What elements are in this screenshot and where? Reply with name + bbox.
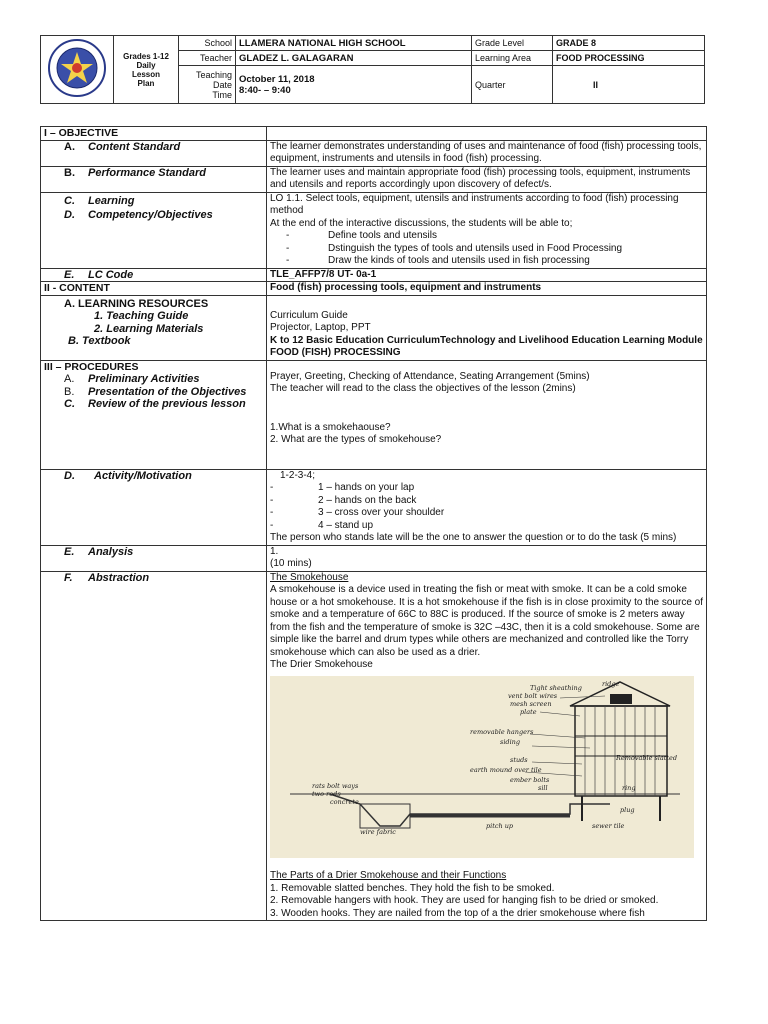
analysis-text: 1. (10 mins) [267, 545, 707, 571]
deped-seal-cell [41, 36, 114, 104]
lc-code-value: TLE_AFFP7/8 UT- 0a-1 [267, 268, 707, 282]
diagram-label: siding [500, 737, 521, 746]
date-time-label: Teaching Date Time [179, 66, 236, 104]
content-text: Food (fish) processing tools, equipment and instruments [267, 282, 707, 296]
objective-item: - Define tools and utensils [286, 230, 437, 241]
diagram-label: mesh screen [510, 699, 552, 708]
smokehouse-heading: The Smokehouse [270, 571, 349, 583]
school-label: School [179, 36, 236, 51]
parts-item: 2. Removable hangers with hook. They are used for hanging fish to be dried or smoked. [270, 895, 659, 906]
lesson-plan-table [40, 126, 707, 921]
parts-item: 1. Removable slatted benches. They hold the fish to be smoked. [270, 882, 555, 894]
performance-standard-text: The learner uses and maintain appropriate food (fish) processing tools, equipment, instruments and utensils and reports accordingly upon discovery of defect/s. [267, 166, 707, 192]
procedures-label: III – PROCEDURES A. Preliminary Activities B. Presentation of the Objectives C. Review of the previous lesson [41, 360, 267, 469]
diagram-label: pitch up [486, 821, 514, 830]
performance-standard-label: B. Performance Standard [41, 166, 267, 192]
diagram-label: vent bolt wires [508, 691, 558, 700]
analysis-label: E. Analysis [41, 545, 267, 571]
objective-item: - Draw the kinds of tools and utensils used in fish processing [286, 255, 590, 266]
learning-area-value: FOOD PROCESSING [553, 51, 705, 66]
competency-text: LO 1.1. Select tools, equipment, utensils and instruments according to food (fish) processing method At the end of the interactive discussions, the students will be able to; - Define tools and utensils - Dstinguish the types of tools and utensils used in Food Processing - Draw the kinds of tools and utensils used in fish processing [267, 192, 707, 268]
parts-item: 3. Wooden hooks. They are nailed from the top of a the drier smokehouse where fish [270, 907, 645, 919]
quarter-value: II [553, 66, 705, 104]
drier-smokehouse-diagram [270, 676, 694, 858]
parts-heading: The Parts of a Drier Smokehouse and their Functions [270, 870, 507, 881]
diagram-label: concrete [330, 797, 359, 806]
smokehouse-description: A smokehouse is a device used in treating the fish or meat with smoke. It can be a cold smoke house or a hot smokehouse. It is a hot smokehouse if the fish is in close proximity to the source of smoke and a temperature of 66C to 88C is produced. If the source of smoke is 2 meters away from the fish and the temperature of smoke is 32C –43C, then it is a cold smokehouse. Some are simple like the barrel and drum types while others are mechanized and controlled like the Torry smokehouse which can also be used as a drier. [270, 584, 703, 658]
diagram-label: Tight sheathing [530, 683, 582, 692]
abstraction-label: F. Abstraction [41, 571, 267, 921]
learning-resources-text: Curriculum Guide Projector, Laptop, PPT K to 12 Basic Education CurriculumTechnology and Livelihood Education Learning Module FOOD (FISH) PROCESSING [267, 295, 707, 360]
activity-text: 1-2-3-4; - 1 – hands on your lap - 2 – hands on the back - 3 – cross over your shoulder - 4 – stand up The person who stands late will be the one to answer the question or to do the task (5 mins) [267, 469, 707, 545]
header-table [40, 35, 705, 104]
diagram-label: studs [510, 755, 528, 764]
diagram-label: sill [538, 783, 548, 792]
diagram-label: plate [520, 707, 537, 716]
school-value: LLAMERA NATIONAL HIGH SCHOOL [236, 36, 472, 51]
objective-item: - Dstinguish the types of tools and utensils used in Food Processing [286, 242, 623, 254]
diagram-label: two rods [312, 789, 341, 798]
grade-level-value: GRADE 8 [553, 36, 705, 51]
content-standard-text: The learner demonstrates understanding of uses and maintenance of food (fish) processing tools, equipment, instruments and utensils in food (fish) processing. [267, 140, 707, 166]
abstraction-text [267, 571, 707, 921]
diagram-label: Removable slatted [616, 753, 678, 762]
learning-area-label: Learning Area [472, 51, 553, 66]
diagram-label: ring [622, 783, 636, 792]
dlp-title: Grades 1-12 Daily Lesson Plan [114, 36, 179, 104]
competency-label: C. Learning D. Competency/Objectives [41, 192, 267, 268]
procedures-abc-text: Prayer, Greeting, Checking of Attendance, Seating Arrangement (5mins) The teacher will read to the class the objectives of the lesson (2mins) 1.What is a smokehaouse? 2. What are the types of smokehouse? [267, 360, 707, 469]
diagram-label: wire fabric [360, 827, 396, 836]
activity-item: - 1 – hands on your lap [270, 482, 415, 493]
diagram-label: earth mound over tile [470, 765, 542, 774]
date-time-value: October 11, 2018 8:40- – 9:40 [236, 66, 472, 104]
objective-title: I – OBJECTIVE [41, 127, 267, 141]
content-title: II - CONTENT [41, 282, 267, 296]
diagram-label: plug [620, 805, 635, 814]
activity-item: - 3 – cross over your shoulder [270, 507, 445, 518]
diagram-label: sewer tile [592, 821, 625, 830]
grade-level-label: Grade Level [472, 36, 553, 51]
teacher-value: GLADEZ L. GALAGARAN [236, 51, 472, 66]
activity-item: - 4 – stand up [270, 519, 374, 531]
diagram-label: ridge [602, 679, 620, 688]
diagram-label: ember bolts [510, 775, 550, 784]
learning-resources-label: A. LEARNING RESOURCES 1. Teaching Guide 2. Learning Materials B. Textbook [41, 295, 267, 360]
activity-item: - 2 – hands on the back [270, 494, 417, 506]
quarter-label: Quarter [472, 66, 553, 104]
drier-smokehouse-heading: The Drier Smokehouse [270, 659, 373, 670]
objective-title-empty [267, 127, 707, 141]
lc-code-label: E. LC Code [41, 268, 267, 282]
deped-seal-icon [47, 38, 107, 98]
diagram-label: removable hangers [470, 727, 534, 736]
diagram-label: rats bolt ways [312, 781, 359, 790]
teacher-label: Teacher [179, 51, 236, 66]
content-standard-label: A. Content Standard [41, 140, 267, 166]
activity-label: D. Activity/Motivation [41, 469, 267, 545]
